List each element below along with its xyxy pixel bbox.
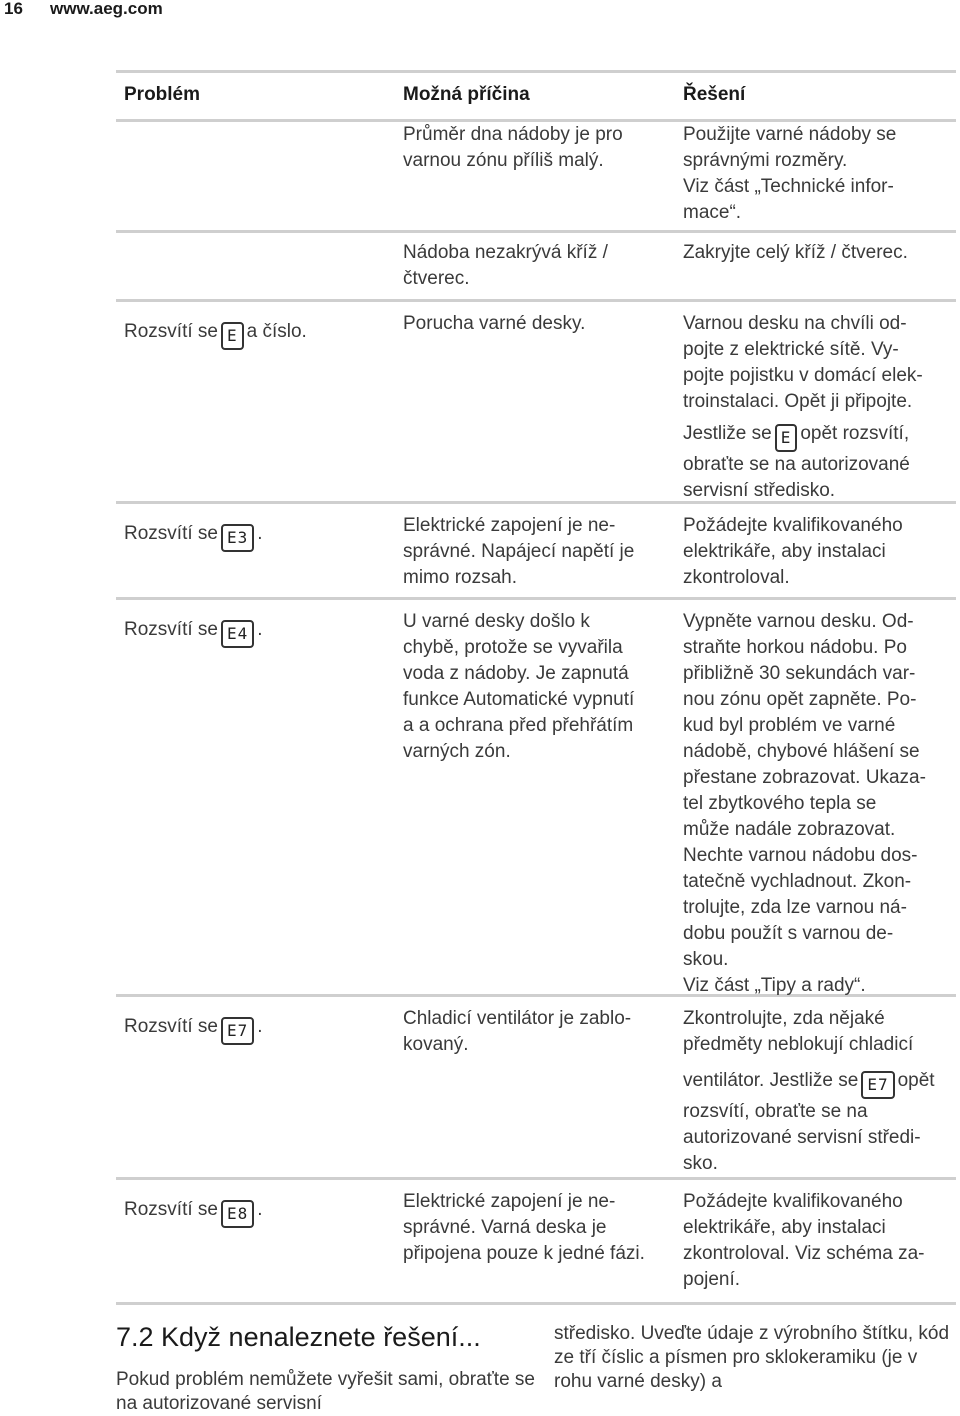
problem-prefix: Rozsvítí se [124,619,218,640]
header-solution: Řešení [683,84,746,105]
solution-suffix: opět rozsvítí, obraťte se na autorizované servisní středi- sko. [683,1070,935,1174]
table-row [116,305,956,504]
table-row [116,1000,956,1180]
solution-cell: Použijte varné nádoby se správnými rozměry. Viz část „Technické infor- mace“. [683,124,897,223]
problem-prefix: Rozsvítí se [124,321,218,342]
table-header [116,70,956,122]
solution-cell: Zkontrolujte, zda nějaké předměty neblokují chladicí [683,1008,914,1055]
cause-cell: Porucha varné desky. [403,313,586,334]
solution-prefix: Jestliže se [683,423,772,444]
solution-cell: Varnou desku na chvíli od- pojte z elektrické sítě. Vy- pojte pojistku v domácí elek- troinstalaci. Opět ji připojte. [683,313,923,412]
section-text-left: Pokud problém nemůžete vyřešit sami, obraťte se na autorizované servisní [116,1369,535,1414]
display-code-e7-icon: E7 [861,1071,894,1099]
display-code-e-icon: E [221,322,244,350]
table-row [116,236,956,302]
section-text-right: středisko. Uveďte údaje z výrobního štítku, kód ze tří číslic a písmen pro sklokeramiku (je v rohu varné desky) a [554,1323,950,1392]
problem-suffix: . [257,619,263,640]
display-code-e-icon: E [775,424,798,452]
display-code-e3-icon: E3 [221,524,254,552]
problem-cell [124,1197,394,1228]
display-code-e4-icon: E4 [221,620,254,648]
problem-cell [124,617,394,648]
problem-suffix: a číslo. [246,321,307,342]
problem-cell [124,319,394,350]
problem-cell [124,521,394,552]
table-row [116,603,956,997]
page-number: 16 [4,0,23,18]
cause-cell: Elektrické zapojení je ne- správné. Napájecí napětí je mimo rozsah. [403,515,635,588]
problem-cell [124,1014,394,1045]
cause-cell: U varné desky došlo k chybě, protože se vyvařila voda z nádoby. Je zapnutá funkce Automatické vypnutí a a ochrana před přehřátím varných zón. [403,611,635,762]
solution-cell-continued [683,1068,953,1177]
display-code-e7-icon: E7 [221,1017,254,1045]
solution-cell: Zakryjte celý kříž / čtverec. [683,242,908,263]
solution-cell: Požádejte kvalifikovaného elektrikáře, aby instalaci zkontroloval. Viz schéma za- pojení. [683,1191,925,1290]
website-link[interactable]: www.aeg.com [50,0,163,18]
problem-prefix: Rozsvítí se [124,523,218,544]
header-problem: Problém [124,84,201,105]
problem-prefix: Rozsvítí se [124,1199,218,1220]
cause-cell: Nádoba nezakrývá kříž / čtverec. [403,242,608,289]
troubleshooting-table [116,70,956,1290]
solution-cell: Vypněte varnou desku. Od- straňte horkou nádobu. Po přibližně 30 sekundách var- nou zónu opět zapněte. Po- kud byl problém ve varné nádobě, chybové hlášení se přestane zobrazovat. Ukaza- tel zbytkového tepla se může nadále zobrazovat. Nechte varnou nádobu dos- tatečně vychladnout. Zkon- trolujte, zda lze varnou ná- dobu použít s varnou de- skou. Viz část „Tipy a rady“. [683,611,926,996]
solution-cell: Požádejte kvalifikovaného elektrikáře, aby instalaci zkontroloval. [683,515,903,588]
cause-cell: Průměr dna nádoby je pro varnou zónu příliš malý. [403,124,623,171]
problem-suffix: . [257,523,263,544]
problem-prefix: Rozsvítí se [124,1016,218,1037]
display-code-e8-icon: E8 [221,1200,254,1228]
table-row [116,1183,956,1305]
solution-prefix: ventilátor. Jestliže se [683,1070,859,1091]
table-row [116,507,956,600]
cause-cell: Chladicí ventilátor je zablo- kovaný. [403,1008,632,1055]
section-title: 7.2 Když nenaleznete řešení... [116,1322,481,1352]
problem-suffix: . [257,1016,263,1037]
header-cause: Možná příčina [403,84,530,105]
problem-suffix: . [257,1199,263,1220]
cause-cell: Elektrické zapojení je ne- správné. Varná deska je připojena pouze k jedné fázi. [403,1191,645,1264]
solution-cell-continued [683,421,953,504]
solution-suffix: opět rozsvítí, obraťte se na autorizované servisní středisko. [683,423,910,501]
table-row [116,122,956,233]
